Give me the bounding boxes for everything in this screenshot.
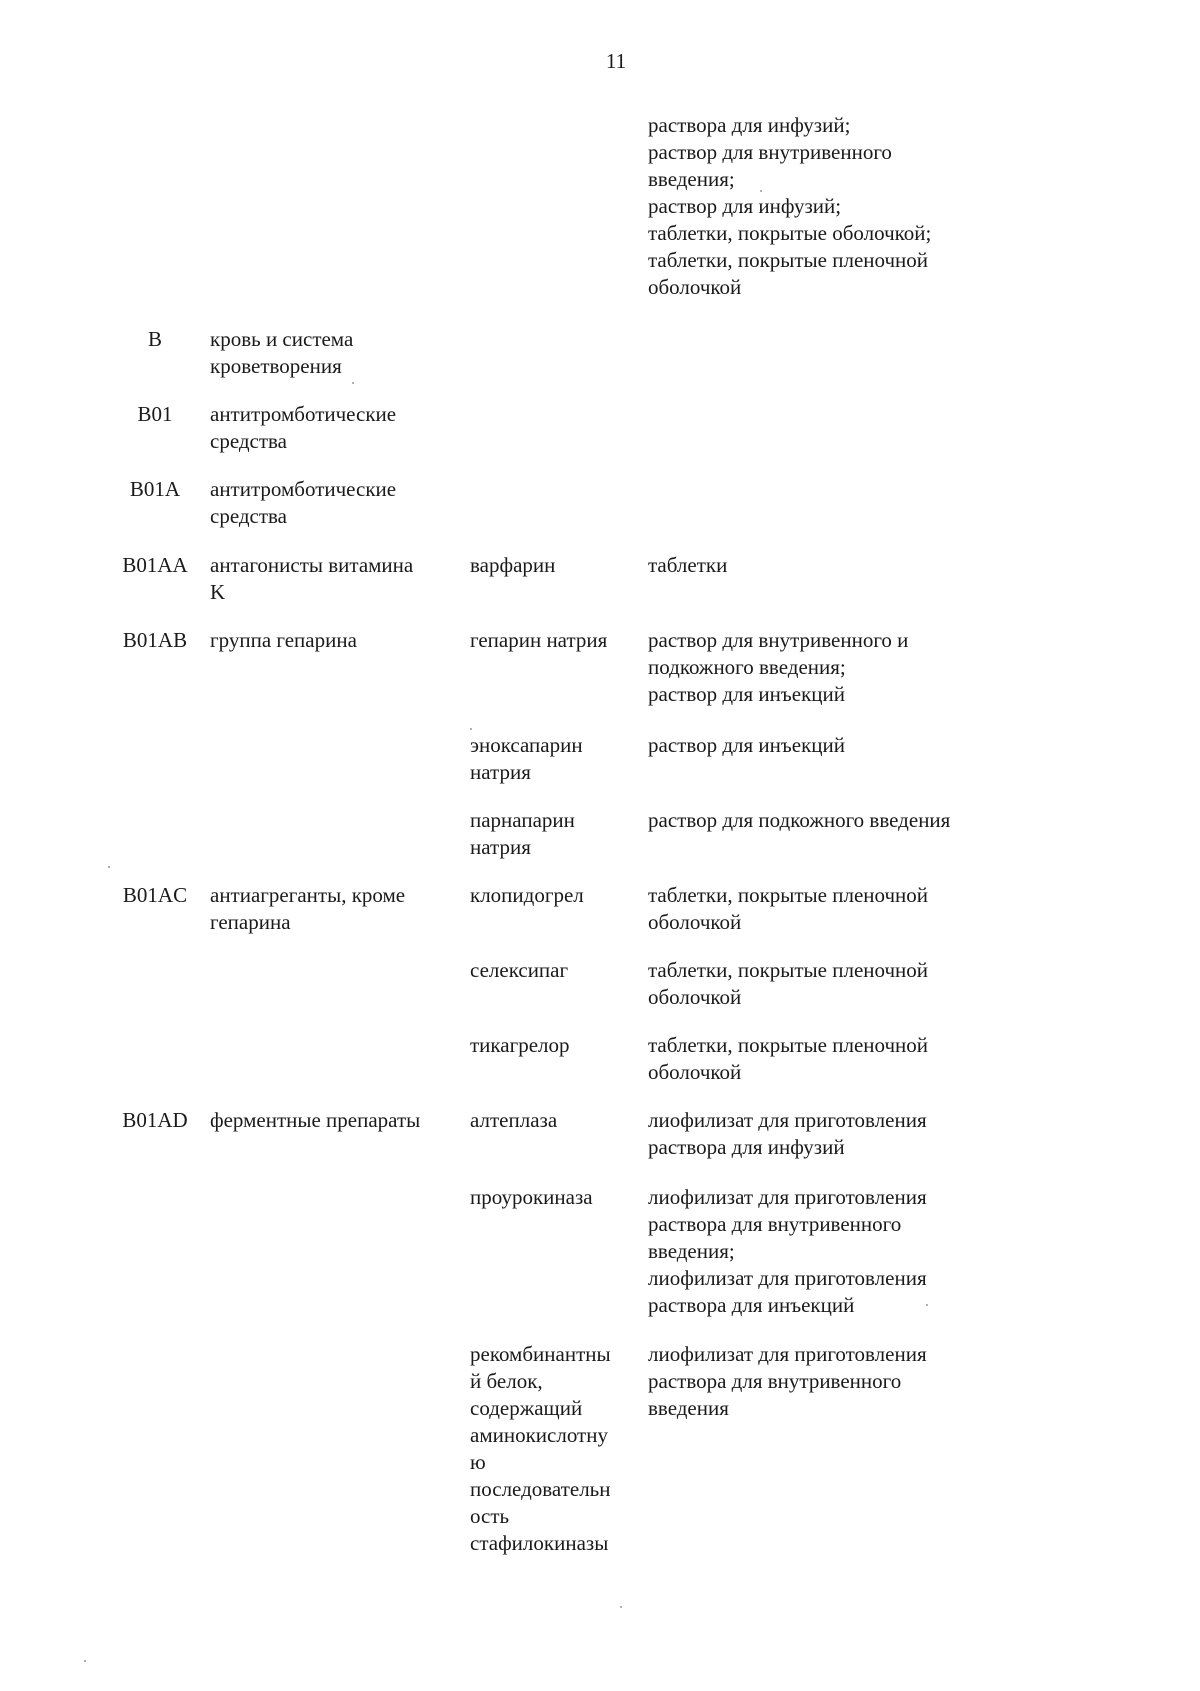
drug-name [470, 882, 645, 909]
group-line: антитромботические [210, 402, 397, 426]
drug-line: клопидогрел [470, 883, 584, 907]
anatomic-group [210, 627, 460, 654]
drug-name [470, 627, 645, 654]
form-line: оболочкой [648, 985, 742, 1009]
drug-line: натрия [470, 835, 531, 859]
form-line: лиофилизат для приготовления [648, 1108, 927, 1132]
form-line: введения; [648, 1239, 735, 1263]
form-line: раствор для инъекций [648, 682, 845, 706]
form-line: раствор для инъекций [648, 733, 845, 757]
drug-line: гепарин натрия [470, 628, 608, 652]
drug-line: алтеплаза [470, 1108, 558, 1132]
form-line: раствор для инфузий; [648, 194, 842, 218]
form-line: введения; [648, 167, 735, 191]
dosage-forms [648, 1184, 1008, 1319]
atc-code: B01 [137, 402, 173, 426]
form-line: таблетки, покрытые пленочной [648, 883, 929, 907]
drug-name [470, 732, 645, 786]
form-line: раствора для внутривенного [648, 1212, 902, 1236]
scan-speck [760, 190, 762, 192]
drug-name [470, 807, 645, 861]
drug-line: селексипаг [470, 958, 569, 982]
group-line: средства [210, 504, 288, 528]
group-line: кроветворения [210, 354, 342, 378]
form-line: оболочкой [648, 275, 742, 299]
group-line: антагонисты витамина [210, 553, 414, 577]
drug-name [470, 552, 645, 579]
drug-name [470, 1184, 645, 1211]
form-line: раствор для внутривенного и [648, 628, 909, 652]
atc-code: B01A [129, 477, 181, 501]
form-line: лиофилизат для приготовления [648, 1266, 927, 1290]
anatomic-group [210, 401, 460, 455]
anatomic-group [210, 326, 460, 380]
form-line: введения [648, 1396, 729, 1420]
dosage-forms [648, 1341, 1008, 1422]
drug-name [470, 957, 645, 984]
drug-line: аминокислотну [470, 1423, 608, 1447]
form-line: раствора для инфузий [648, 1135, 845, 1159]
drug-line: проурокиназа [470, 1185, 593, 1209]
drug-line: ость [470, 1504, 510, 1528]
scan-speck [84, 1660, 86, 1662]
form-line: раствора для внутривенного [648, 1369, 902, 1393]
anatomic-group [210, 476, 460, 530]
form-line: раствор для подкожного введения [648, 808, 951, 832]
form-line: таблетки, покрытые оболочкой; [648, 221, 932, 245]
drug-line: парнапарин [470, 808, 575, 832]
anatomic-group [210, 552, 460, 606]
dosage-forms [648, 807, 1008, 834]
drug-line: тикагрелор [470, 1033, 570, 1057]
dosage-forms [648, 1032, 1008, 1086]
drug-line: ю [470, 1450, 486, 1474]
drug-name [470, 1107, 645, 1134]
group-line: гепарина [210, 910, 291, 934]
continued-dosage-forms [648, 112, 1008, 301]
form-line: раствора для инъекций [648, 1293, 855, 1317]
form-line: таблетки [648, 553, 728, 577]
form-line: лиофилизат для приготовления [648, 1342, 927, 1366]
drug-name [470, 1341, 645, 1557]
drug-line: рекомбинантны [470, 1342, 611, 1366]
page-number: 11 [605, 49, 627, 73]
scan-speck [470, 728, 472, 730]
drug-line: варфарин [470, 553, 556, 577]
form-line: раствор для внутривенного [648, 140, 892, 164]
atc-code: B01AC [122, 883, 188, 907]
form-line: подкожного введения; [648, 655, 846, 679]
dosage-forms [648, 882, 1008, 936]
dosage-forms [648, 1107, 1008, 1161]
anatomic-group [210, 1107, 460, 1134]
drug-line: последовательн [470, 1477, 611, 1501]
form-line: лиофилизат для приготовления [648, 1185, 927, 1209]
group-line: кровь и система [210, 327, 354, 351]
atc-code: B01AD [122, 1108, 188, 1132]
scan-speck [926, 1304, 928, 1306]
scan-speck [620, 1606, 622, 1608]
group-line: средства [210, 429, 288, 453]
atc-code: B01AB [122, 628, 188, 652]
dosage-forms [648, 957, 1008, 1011]
form-line: таблетки, покрытые пленочной [648, 1033, 929, 1057]
atc-code: B [147, 327, 162, 351]
form-line: оболочкой [648, 1060, 742, 1084]
atc-code: B01AA [122, 553, 188, 577]
drug-line: натрия [470, 760, 531, 784]
drug-line: й белок, [470, 1369, 543, 1393]
form-line: таблетки, покрытые пленочной [648, 248, 929, 272]
drug-name [470, 1032, 645, 1059]
group-line: ферментные препараты [210, 1108, 421, 1132]
drug-line: стафилокиназы [470, 1531, 609, 1555]
group-line: группа гепарина [210, 628, 357, 652]
form-line: оболочкой [648, 910, 742, 934]
form-line: таблетки, покрытые пленочной [648, 958, 929, 982]
drug-line: содержащий [470, 1396, 583, 1420]
dosage-forms [648, 552, 1008, 579]
group-line: антиагреганты, кроме [210, 883, 406, 907]
dosage-forms [648, 732, 1008, 759]
form-line: раствора для инфузий; [648, 113, 851, 137]
group-line: антитромботические [210, 477, 397, 501]
group-line: K [210, 580, 226, 604]
dosage-forms [648, 627, 1008, 708]
scan-speck [108, 866, 110, 868]
anatomic-group [210, 882, 460, 936]
drug-line: эноксапарин [470, 733, 583, 757]
scan-speck [352, 382, 354, 384]
